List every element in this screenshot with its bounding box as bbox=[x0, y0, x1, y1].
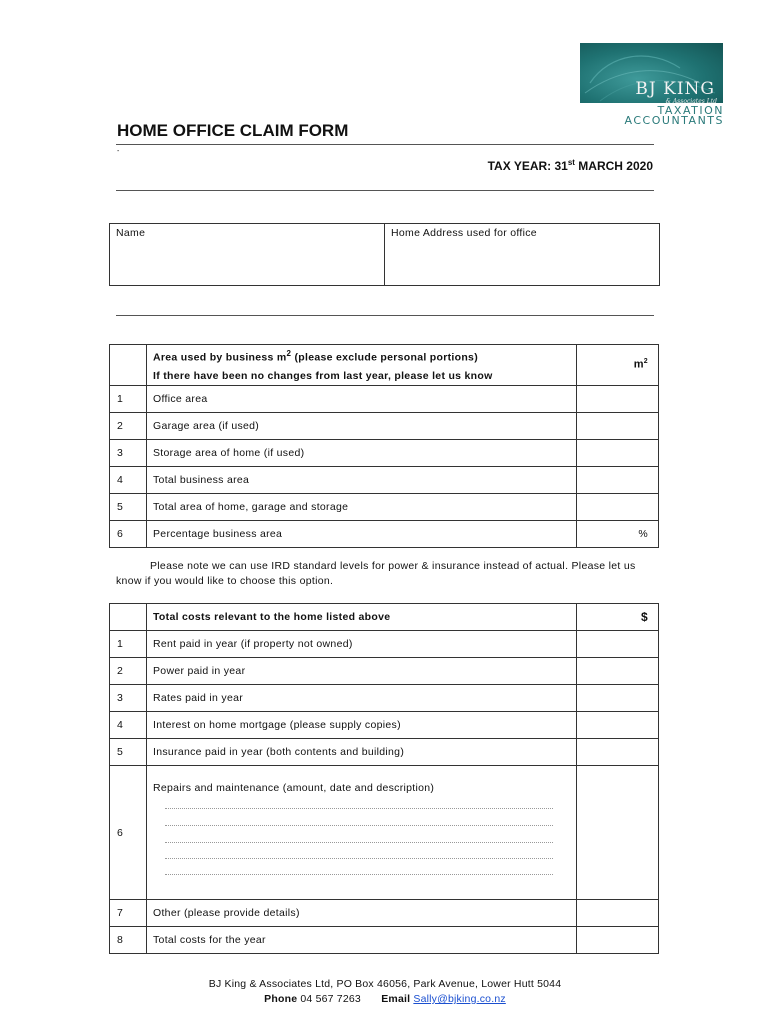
total-home-area-label: Total area of home, garage and storage bbox=[147, 493, 577, 520]
total-costs-label: Total costs for the year bbox=[147, 927, 577, 954]
row-number: 7 bbox=[110, 900, 147, 927]
table-row bbox=[110, 658, 659, 685]
address-field[interactable] bbox=[386, 242, 658, 283]
phone-label: Phone bbox=[264, 993, 298, 1005]
table-row bbox=[110, 900, 659, 927]
costs-table bbox=[109, 603, 659, 954]
interest-label: Interest on home mortgage (please supply copies) bbox=[147, 712, 577, 739]
table-row bbox=[110, 520, 659, 547]
office-area-input[interactable] bbox=[577, 385, 659, 412]
costs-header-row bbox=[110, 604, 659, 631]
table-row bbox=[110, 385, 659, 412]
tax-year: TAX YEAR: 31st MARCH 2020 bbox=[487, 158, 653, 173]
dotted-line bbox=[165, 874, 553, 875]
insurance-label: Insurance paid in year (both contents and building) bbox=[147, 739, 577, 766]
area-header-row bbox=[110, 345, 659, 386]
row-number: 1 bbox=[110, 631, 147, 658]
form-title: HOME OFFICE CLAIM FORM bbox=[117, 121, 349, 140]
dotted-line bbox=[165, 808, 553, 809]
table-row bbox=[110, 412, 659, 439]
address-label: Home Address used for office bbox=[391, 227, 537, 239]
area-unit: $m^2$ bbox=[577, 345, 659, 386]
row-number: 8 bbox=[110, 927, 147, 954]
garage-area-label: Garage area (if used) bbox=[147, 412, 577, 439]
logo-subtitle: & Associates Ltd bbox=[665, 98, 717, 105]
tax-year-rule bbox=[116, 190, 654, 191]
dotted-line bbox=[165, 825, 553, 826]
area-header-num bbox=[110, 345, 147, 386]
title-rule bbox=[116, 144, 654, 145]
repairs-cell bbox=[147, 766, 577, 900]
row-number: 5 bbox=[110, 739, 147, 766]
ird-note: Please note we can use IRD standard levels for power & insurance instead of actual. Please let us know if you would like to choose this option. bbox=[116, 560, 636, 587]
interest-input[interactable] bbox=[577, 712, 659, 739]
row-number: 4 bbox=[110, 712, 147, 739]
table-row bbox=[110, 493, 659, 520]
row-number: 6 bbox=[110, 520, 147, 547]
table-row bbox=[110, 766, 659, 900]
company-logo bbox=[580, 43, 723, 103]
logo-name: BJ KING bbox=[635, 79, 715, 99]
details-divider bbox=[384, 224, 385, 285]
row-number: 5 bbox=[110, 493, 147, 520]
other-input[interactable] bbox=[577, 900, 659, 927]
insurance-input[interactable] bbox=[577, 739, 659, 766]
section-rule bbox=[116, 315, 654, 316]
repairs-label: Repairs and maintenance (amount, date and description) bbox=[153, 782, 435, 794]
footer-address: BJ King & Associates Ltd, PO Box 46056, Park Avenue, Lower Hutt 5044 bbox=[208, 978, 562, 990]
row-number: 1 bbox=[110, 385, 147, 412]
title-dot: - bbox=[117, 148, 120, 155]
phone-number: 04 567 7263 bbox=[300, 993, 361, 1005]
total-costs-input[interactable] bbox=[577, 927, 659, 954]
repairs-description-lines[interactable] bbox=[165, 794, 570, 874]
percentage-business-area-input[interactable]: % bbox=[577, 520, 659, 547]
storage-area-label: Storage area of home (if used) bbox=[147, 439, 577, 466]
costs-header: Total costs relevant to the home listed above bbox=[147, 604, 577, 631]
name-field[interactable] bbox=[111, 242, 383, 283]
row-number: 3 bbox=[110, 685, 147, 712]
total-home-area-input[interactable] bbox=[577, 493, 659, 520]
dotted-line bbox=[165, 858, 553, 859]
area-table bbox=[109, 344, 659, 548]
details-box bbox=[109, 223, 660, 286]
dotted-line bbox=[165, 842, 553, 843]
email-label: Email bbox=[381, 993, 411, 1005]
other-label: Other (please provide details) bbox=[147, 900, 577, 927]
rent-input[interactable] bbox=[577, 631, 659, 658]
table-row bbox=[110, 631, 659, 658]
table-row bbox=[110, 739, 659, 766]
table-row bbox=[110, 927, 659, 954]
table-row bbox=[110, 685, 659, 712]
row-number: 3 bbox=[110, 439, 147, 466]
row-number: 2 bbox=[110, 412, 147, 439]
total-business-area-input[interactable] bbox=[577, 466, 659, 493]
logo-line-taxation: TAXATION bbox=[657, 104, 724, 117]
area-header: Area used by business $m^2$ (please exclude personal portions) If there have been no changes from last year, please let us know bbox=[147, 345, 577, 386]
logo-line-accountants: ACCOUNTANTS bbox=[624, 114, 724, 127]
name-label: Name bbox=[116, 227, 146, 239]
power-input[interactable] bbox=[577, 658, 659, 685]
storage-area-input[interactable] bbox=[577, 439, 659, 466]
repairs-input[interactable] bbox=[577, 766, 659, 900]
total-business-area-label: Total business area bbox=[147, 466, 577, 493]
office-area-label: Office area bbox=[147, 385, 577, 412]
rates-input[interactable] bbox=[577, 685, 659, 712]
rent-label: Rent paid in year (if property not owned) bbox=[147, 631, 577, 658]
table-row bbox=[110, 466, 659, 493]
row-number: 6 bbox=[110, 766, 147, 900]
row-number: 2 bbox=[110, 658, 147, 685]
costs-unit: $ bbox=[577, 604, 659, 631]
costs-header-num bbox=[110, 604, 147, 631]
table-row bbox=[110, 439, 659, 466]
power-label: Power paid in year bbox=[147, 658, 577, 685]
row-number: 4 bbox=[110, 466, 147, 493]
garage-area-input[interactable] bbox=[577, 412, 659, 439]
rates-label: Rates paid in year bbox=[147, 685, 577, 712]
email-link[interactable]: Sally@bjking.co.nz bbox=[413, 993, 506, 1005]
percentage-business-area-label: Percentage business area bbox=[147, 520, 577, 547]
table-row bbox=[110, 712, 659, 739]
footer-contact bbox=[110, 993, 660, 1005]
